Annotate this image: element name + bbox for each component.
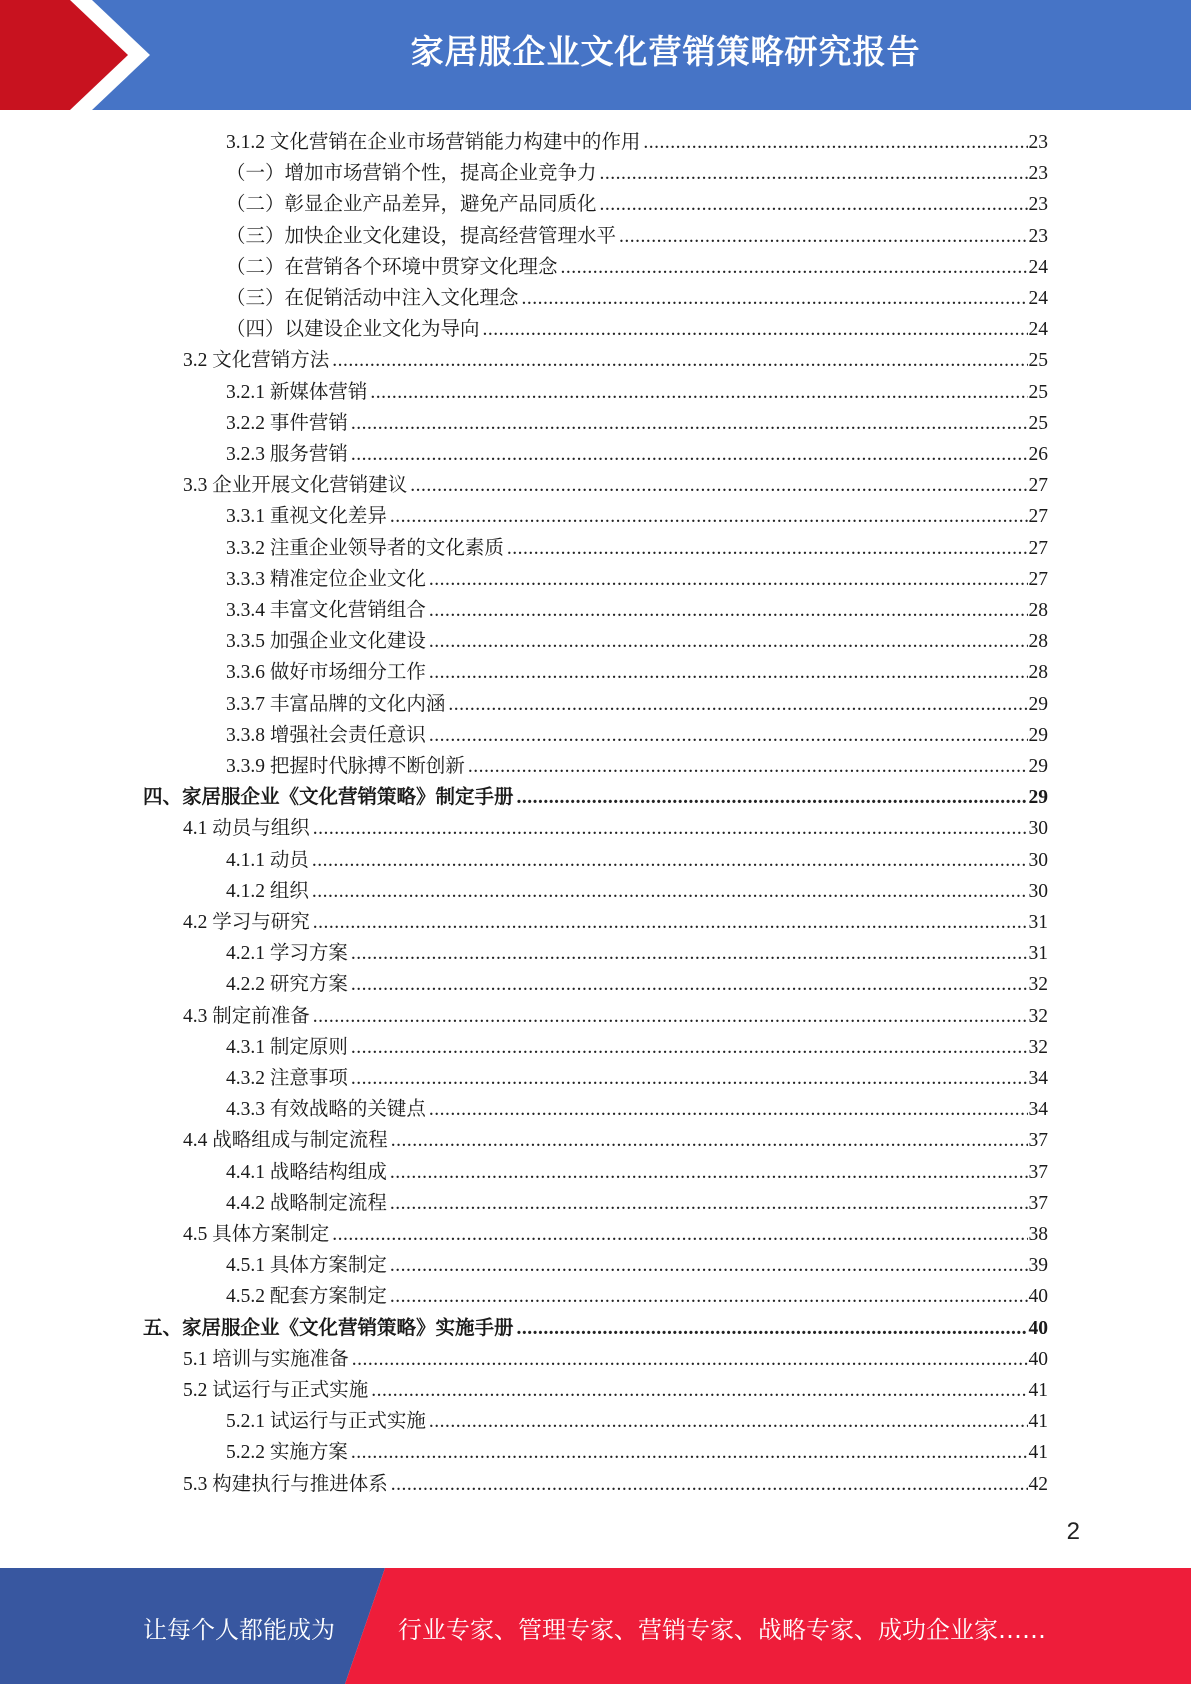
- toc-entry-title: 4.3.2 注意事项: [226, 1068, 348, 1089]
- toc-entry[interactable]: [183, 1344, 1048, 1375]
- footer-slogan-left: 让每个人都能成为: [143, 1616, 335, 1644]
- toc-entry[interactable]: [183, 345, 1048, 376]
- toc-entry-title: 5.3 构建执行与推进体系: [183, 1473, 388, 1495]
- toc-entry-page: 41: [1028, 1380, 1048, 1401]
- toc-dot-leader: [483, 314, 1028, 345]
- toc-entry-title: 3.3.1 重视文化差异: [226, 506, 387, 528]
- toc-entry[interactable]: [226, 314, 1048, 345]
- toc-entry-page: 24: [1028, 319, 1048, 341]
- toc-entry[interactable]: [226, 158, 1048, 189]
- toc-dot-leader: [468, 751, 1028, 782]
- toc-dot-leader: [391, 1125, 1028, 1156]
- toc-dot-leader: [429, 657, 1028, 688]
- toc-entry-page: 28: [1028, 662, 1048, 684]
- toc-dot-leader: [391, 1469, 1028, 1500]
- toc-entry[interactable]: [183, 1219, 1048, 1250]
- toc-entry[interactable]: [226, 689, 1048, 720]
- toc-dot-leader: [370, 377, 1027, 408]
- toc-dot-leader: [429, 1094, 1028, 1125]
- toc-entry[interactable]: [226, 1094, 1048, 1125]
- toc-entry-page: 29: [1028, 693, 1048, 715]
- toc-dot-leader: [351, 938, 1028, 969]
- toc-entry[interactable]: [143, 1313, 1048, 1344]
- toc-dot-leader: [390, 1250, 1028, 1281]
- toc-entry-title: 4.1 动员与组织: [183, 818, 310, 840]
- toc-entry-title: 3.2 文化营销方法: [183, 350, 330, 372]
- toc-dot-leader: [429, 626, 1028, 657]
- toc-entry[interactable]: [183, 470, 1048, 501]
- toc-entry-title: 5.2.2 实施方案: [226, 1442, 348, 1464]
- toc-dot-leader: [390, 1281, 1028, 1312]
- toc-entry-page: 34: [1028, 1068, 1048, 1089]
- toc-dot-leader: [448, 689, 1027, 720]
- toc-entry-page: 39: [1028, 1255, 1048, 1277]
- toc-entry-page: 30: [1028, 849, 1048, 871]
- toc-entry-title: 4.5.1 具体方案制定: [226, 1255, 387, 1277]
- toc-entry[interactable]: [183, 1375, 1048, 1406]
- toc-entry-title: （一）增加市场营销个性，提高企业竞争力: [226, 163, 597, 185]
- toc-entry-page: 23: [1028, 163, 1048, 185]
- toc-entry[interactable]: [226, 626, 1048, 657]
- toc-entry-page: 24: [1028, 288, 1048, 309]
- toc-dot-leader: [351, 1437, 1028, 1468]
- toc-entry[interactable]: [226, 377, 1048, 408]
- toc-entry-page: 42: [1028, 1473, 1048, 1495]
- toc-dot-leader: [517, 782, 1028, 813]
- toc-entry-page: 32: [1028, 1005, 1048, 1027]
- toc-entry[interactable]: [226, 408, 1048, 439]
- toc-dot-leader: [561, 252, 1028, 283]
- toc-entry[interactable]: [226, 876, 1048, 907]
- toc-dot-leader: [351, 408, 1028, 439]
- toc-entry-title: 3.3.4 丰富文化营销组合: [226, 600, 426, 621]
- toc-entry-title: 3.1.2 文化营销在企业市场营销能力构建中的作用: [226, 132, 641, 153]
- toc-dot-leader: [390, 1157, 1028, 1188]
- toc-entry[interactable]: [226, 969, 1048, 1000]
- toc-entry-page: 40: [1028, 1317, 1048, 1339]
- toc-entry-page: 31: [1028, 943, 1048, 965]
- toc-entry[interactable]: [226, 1250, 1048, 1281]
- toc-entry-title: 4.2.1 学习方案: [226, 943, 348, 965]
- toc-entry[interactable]: [226, 533, 1048, 564]
- toc-entry-title: 3.2.3 服务营销: [226, 444, 348, 465]
- toc-entry[interactable]: [226, 283, 1048, 314]
- header-band: [0, 0, 1191, 110]
- toc-entry-title: 4.4.2 战略制定流程: [226, 1192, 387, 1214]
- toc-dot-leader: [313, 1001, 1028, 1032]
- toc-dot-leader: [522, 283, 1028, 314]
- toc-entry[interactable]: [226, 1437, 1048, 1468]
- toc-entry-page: 30: [1028, 880, 1048, 902]
- toc-entry-page: 25: [1028, 350, 1048, 372]
- toc-entry-title: 4.2 学习与研究: [183, 912, 310, 933]
- toc-dot-leader: [352, 1344, 1028, 1375]
- toc-entry-title: 3.3.2 注重企业领导者的文化素质: [226, 537, 504, 559]
- toc-dot-leader: [619, 221, 1027, 252]
- toc-entry-page: 27: [1028, 568, 1048, 590]
- toc-entry[interactable]: [226, 751, 1048, 782]
- toc-entry-page: 30: [1028, 818, 1048, 840]
- toc-entry-title: 3.3 企业开展文化营销建议: [183, 475, 408, 497]
- toc-entry-title: 四、家居服企业《文化营销策略》制定手册: [143, 787, 514, 809]
- toc-dot-leader: [600, 189, 1028, 220]
- toc-entry-page: 31: [1028, 912, 1048, 933]
- toc-entry-title: （三）加快企业文化建设，提高经营管理水平: [226, 225, 617, 247]
- toc-entry[interactable]: [226, 595, 1048, 626]
- toc-entry-page: 41: [1028, 1442, 1048, 1464]
- toc-entry[interactable]: [226, 657, 1048, 688]
- toc-entry-page: 37: [1028, 1130, 1048, 1152]
- toc-entry-title: 4.5 具体方案制定: [183, 1224, 330, 1245]
- toc-entry[interactable]: [226, 501, 1048, 532]
- toc-entry-title: 3.3.6 做好市场细分工作: [226, 662, 426, 684]
- toc-dot-leader: [312, 845, 1028, 876]
- toc-dot-leader: [351, 969, 1028, 1000]
- toc-entry-page: 41: [1028, 1411, 1048, 1433]
- toc-entry-title: （四）以建设企业文化为导向: [226, 319, 480, 341]
- toc-entry-title: 5.1 培训与实施准备: [183, 1348, 349, 1370]
- toc-dot-leader: [429, 1406, 1028, 1437]
- toc-entry-page: 27: [1028, 506, 1048, 528]
- toc-entry-page: 26: [1028, 444, 1048, 465]
- toc-entry-page: 37: [1028, 1192, 1048, 1214]
- toc-entry-title: 4.1.1 动员: [226, 849, 309, 871]
- page-number: 2: [1066, 1518, 1080, 1545]
- toc-entry-title: 3.2.1 新媒体营销: [226, 381, 368, 403]
- toc-entry-page: 37: [1028, 1161, 1048, 1183]
- toc-entry-title: （三）在促销活动中注入文化理念: [226, 288, 519, 309]
- toc-dot-leader: [429, 564, 1028, 595]
- toc-entry-page: 27: [1028, 475, 1048, 497]
- toc-entry[interactable]: [226, 127, 1048, 158]
- toc-dot-leader: [351, 1063, 1028, 1094]
- toc-entry-title: 4.5.2 配套方案制定: [226, 1286, 387, 1308]
- toc-entry[interactable]: [183, 1469, 1048, 1500]
- toc-entry-title: 3.3.8 增强社会责任意识: [226, 724, 426, 746]
- toc-dot-leader: [390, 501, 1028, 532]
- toc-entry-page: 29: [1028, 756, 1048, 777]
- toc-entry[interactable]: [183, 813, 1048, 844]
- toc-dot-leader: [313, 813, 1028, 844]
- toc-entry-title: 3.3.3 精准定位企业文化: [226, 568, 426, 590]
- toc-dot-leader: [351, 439, 1028, 470]
- toc-dot-leader: [313, 907, 1028, 938]
- toc-entry[interactable]: [183, 1125, 1048, 1156]
- toc-entry-title: 3.3.7 丰富品牌的文化内涵: [226, 693, 446, 715]
- toc-entry-page: 25: [1028, 381, 1048, 403]
- toc-entry-page: 29: [1028, 787, 1048, 809]
- toc-entry-title: 3.2.2 事件营销: [226, 412, 348, 434]
- document-title: 家居服企业文化营销策略研究报告: [410, 32, 921, 71]
- toc-entry-title: 3.3.5 加强企业文化建设: [226, 631, 426, 653]
- toc-entry-page: 23: [1028, 194, 1048, 216]
- toc-entry[interactable]: [183, 907, 1048, 938]
- toc-entry-page: 23: [1028, 132, 1048, 153]
- toc-entry[interactable]: [143, 782, 1048, 813]
- toc-entry-title: 4.3.3 有效战略的关键点: [226, 1099, 426, 1121]
- toc-dot-leader: [429, 595, 1028, 626]
- toc-dot-leader: [332, 345, 1027, 376]
- footer-slogan-right: 行业专家、管理专家、营销专家、战略专家、成功企业家……: [398, 1616, 1046, 1644]
- toc-entry-title: 4.1.2 组织: [226, 880, 309, 902]
- toc-entry[interactable]: [226, 189, 1048, 220]
- toc-entry-title: 4.4 战略组成与制定流程: [183, 1130, 388, 1152]
- toc-entry-page: 23: [1028, 225, 1048, 247]
- toc-entry-page: 29: [1028, 724, 1048, 746]
- toc-entry-page: 28: [1028, 600, 1048, 621]
- toc-entry[interactable]: [226, 1406, 1048, 1437]
- toc-entry-page: 38: [1028, 1224, 1048, 1245]
- toc-entry-title: 4.3.1 制定原则: [226, 1036, 348, 1058]
- toc-entry-page: 32: [1028, 974, 1048, 996]
- toc-dot-leader: [332, 1219, 1027, 1250]
- toc-entry-page: 24: [1028, 256, 1048, 278]
- toc-entry[interactable]: [226, 1032, 1048, 1063]
- toc-entry[interactable]: [226, 564, 1048, 595]
- toc-entry[interactable]: [226, 439, 1048, 470]
- toc-dot-leader: [410, 470, 1027, 501]
- toc-dot-leader: [390, 1188, 1028, 1219]
- toc-entry-title: （二）彰显企业产品差异，避免产品同质化: [226, 194, 597, 216]
- toc-dot-leader: [371, 1375, 1027, 1406]
- toc-dot-leader: [351, 1032, 1028, 1063]
- toc-entry[interactable]: [226, 1188, 1048, 1219]
- toc-entry-page: 27: [1028, 537, 1048, 559]
- toc-dot-leader: [600, 158, 1028, 189]
- toc-entry-page: 40: [1028, 1286, 1048, 1308]
- toc-entry-title: 4.2.2 研究方案: [226, 974, 348, 996]
- toc-entry-title: （二）在营销各个环境中贯穿文化理念: [226, 256, 558, 278]
- toc-entry-title: 3.3.9 把握时代脉搏不断创新: [226, 756, 465, 777]
- toc-entry[interactable]: [226, 252, 1048, 283]
- toc-entry[interactable]: [226, 1063, 1048, 1094]
- toc-dot-leader: [517, 1313, 1028, 1344]
- toc-dot-leader: [643, 127, 1027, 158]
- toc-entry[interactable]: [226, 1157, 1048, 1188]
- footer-band: [0, 1568, 1191, 1684]
- toc-entry-page: 34: [1028, 1099, 1048, 1121]
- toc-entry[interactable]: [226, 720, 1048, 751]
- toc-entry-page: 25: [1028, 412, 1048, 434]
- toc-entry[interactable]: [226, 845, 1048, 876]
- toc-entry-title: 5.2.1 试运行与正式实施: [226, 1411, 426, 1433]
- toc-entry-page: 32: [1028, 1036, 1048, 1058]
- toc-entry-title: 五、家居服企业《文化营销策略》实施手册: [143, 1317, 514, 1339]
- toc-entry-page: 28: [1028, 631, 1048, 653]
- toc-entry-title: 5.2 试运行与正式实施: [183, 1380, 369, 1401]
- toc-dot-leader: [507, 533, 1028, 564]
- toc-entry[interactable]: [226, 221, 1048, 252]
- toc-dot-leader: [429, 720, 1028, 751]
- toc-entry-title: 4.4.1 战略结构组成: [226, 1161, 387, 1183]
- toc-dot-leader: [312, 876, 1028, 907]
- toc-entry-title: 4.3 制定前准备: [183, 1005, 310, 1027]
- toc-entry[interactable]: [226, 938, 1048, 969]
- toc-entry[interactable]: [183, 1001, 1048, 1032]
- toc-entry-page: 40: [1028, 1348, 1048, 1370]
- toc-entry[interactable]: [226, 1281, 1048, 1312]
